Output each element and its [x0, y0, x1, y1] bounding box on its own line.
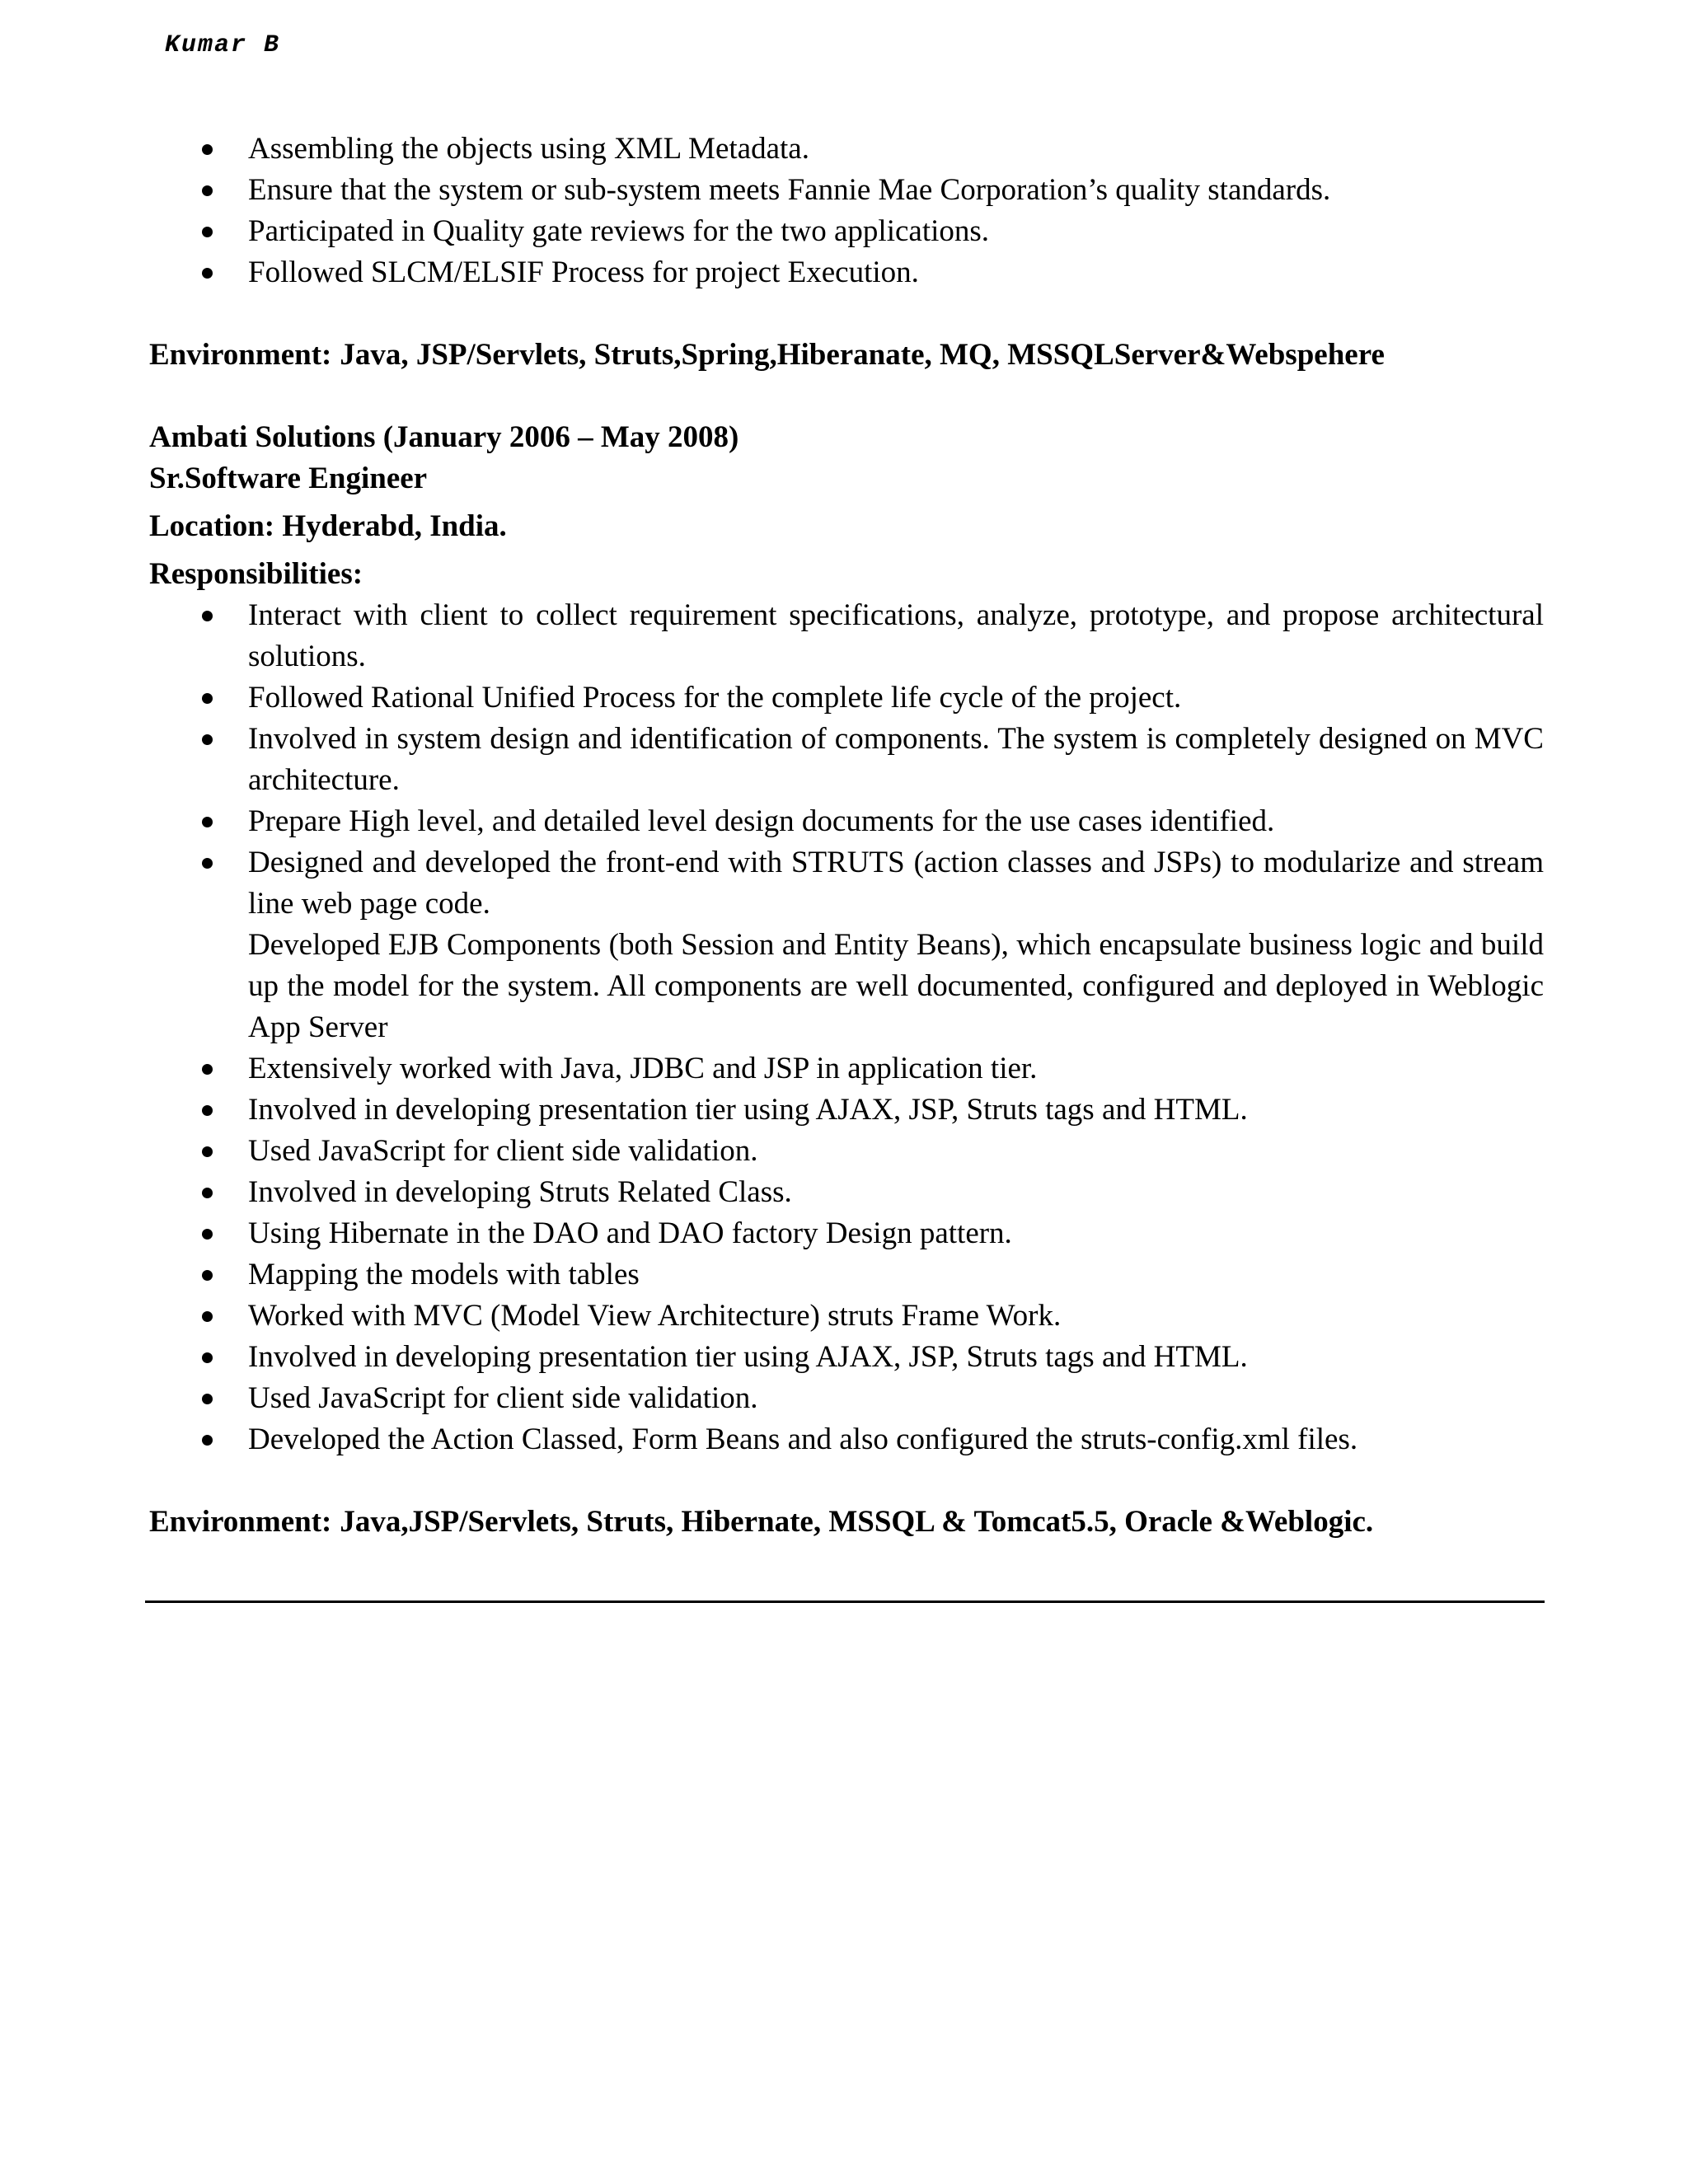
bullet-icon [202, 1311, 213, 1322]
list-item-text: Worked with MVC (Model View Architecture) struts Frame Work. [248, 1299, 1062, 1333]
bullet-icon [202, 144, 213, 155]
list-item [149, 1048, 1544, 1090]
list-item [149, 1172, 1544, 1213]
list-item-text: Ensure that the system or sub-system meets Fannie Mae Corporation’s quality standards. [248, 173, 1331, 207]
bullet-icon [202, 693, 213, 704]
bullet-icon [202, 817, 213, 827]
bullet-icon [202, 1394, 213, 1404]
bullet-icon [202, 1188, 213, 1198]
list-item [149, 1419, 1544, 1460]
bullet-icon [202, 611, 213, 621]
list-item [149, 129, 1544, 170]
environment-value: Java,JSP/Servlets, Struts, Hibernate, MSSQL & Tomcat5.5, Oracle &Weblogic. [340, 1505, 1374, 1539]
list-item-text: Used JavaScript for client side validation. [248, 1134, 758, 1168]
job-title: Sr.Software Engineer [149, 462, 428, 495]
bullet-icon [202, 1105, 213, 1116]
list-item-continuation [149, 925, 1544, 1048]
spacer [149, 1460, 1544, 1502]
environment-value: Java, JSP/Servlets, Struts,Spring,Hiberanate, MQ, MSSQLServer&Webspehere [340, 338, 1385, 372]
list-item [149, 1378, 1544, 1419]
list-item [149, 170, 1544, 211]
list-item [149, 677, 1544, 719]
list-item [149, 1254, 1544, 1296]
previous-job-bullet-list [149, 129, 1544, 293]
list-item-text: Using Hibernate in the DAO and DAO factory Design pattern. [248, 1216, 1012, 1250]
bullet-icon [202, 1064, 213, 1075]
list-item-text: Developed EJB Components (both Session and Entity Beans), which encapsulate business logic and build up the model for the system. All components are well documented, configured and deployed in Weblogic App Server [248, 928, 1544, 1044]
responsibilities-bullet-list [149, 595, 1544, 1460]
bullet-icon [202, 734, 213, 745]
bullet-icon [202, 268, 213, 279]
header-name: Kumar B [165, 31, 281, 59]
bullet-icon [202, 858, 213, 869]
list-item [149, 801, 1544, 842]
list-item [149, 252, 1544, 293]
environment-line-1 [149, 335, 1544, 376]
list-item [149, 1213, 1544, 1254]
list-item [149, 1296, 1544, 1337]
list-item [149, 1090, 1544, 1131]
list-item [149, 211, 1544, 252]
list-item-text: Interact with client to collect requirement specifications, analyze, prototype, and propose architectural solutions. [248, 598, 1544, 673]
list-item-text: Developed the Action Classed, Form Beans and also configured the struts-config.xml files. [248, 1422, 1358, 1456]
bullet-icon [202, 1229, 213, 1240]
resume-content [149, 129, 1544, 1543]
list-item-text: Assembling the objects using XML Metadata. [248, 132, 809, 166]
list-item-text: Involved in developing Struts Related Class. [248, 1175, 792, 1209]
bullet-icon [202, 1270, 213, 1281]
list-item-text: Designed and developed the front-end with STRUTS (action classes and JSPs) to modularize and stream line web page code. [248, 846, 1544, 921]
list-item-text: Involved in developing presentation tier using AJAX, JSP, Struts tags and HTML. [248, 1340, 1248, 1374]
bullet-icon [202, 227, 213, 237]
spacer [149, 293, 1544, 335]
bullet-icon [202, 1352, 213, 1363]
bullet-icon [202, 1146, 213, 1157]
list-item-text: Participated in Quality gate reviews for the two applications. [248, 214, 990, 248]
list-item [149, 1131, 1544, 1172]
bullet-icon [202, 185, 213, 196]
list-item-text: Followed SLCM/ELSIF Process for project Execution. [248, 255, 919, 289]
list-item-text: Prepare High level, and detailed level design documents for the use cases identified. [248, 804, 1275, 838]
responsibilities-heading: Responsibilities: [149, 557, 363, 591]
company-heading: Ambati Solutions (January 2006 – May 2008) [149, 420, 739, 454]
environment-label: Environment: [149, 1505, 332, 1539]
list-item-text: Involved in developing presentation tier using AJAX, JSP, Struts tags and HTML. [248, 1093, 1248, 1127]
list-item-text: Followed Rational Unified Process for the complete life cycle of the project. [248, 681, 1182, 715]
list-item-text: Extensively worked with Java, JDBC and JSP in application tier. [248, 1052, 1038, 1085]
bullet-icon [202, 1435, 213, 1446]
environment-label: Environment: [149, 338, 332, 372]
job-location: Location: Hyderabd, India. [149, 509, 507, 543]
list-item [149, 719, 1544, 801]
spacer [149, 376, 1544, 417]
list-item-text: Mapping the models with tables [248, 1258, 640, 1291]
list-item [149, 595, 1544, 677]
list-item [149, 842, 1544, 925]
section-divider [145, 1601, 1545, 1603]
list-item [149, 1337, 1544, 1378]
list-item-text: Involved in system design and identification of components. The system is completely designed on MVC architecture. [248, 722, 1544, 797]
environment-line-2 [149, 1502, 1544, 1543]
list-item-text: Used JavaScript for client side validation. [248, 1381, 758, 1415]
